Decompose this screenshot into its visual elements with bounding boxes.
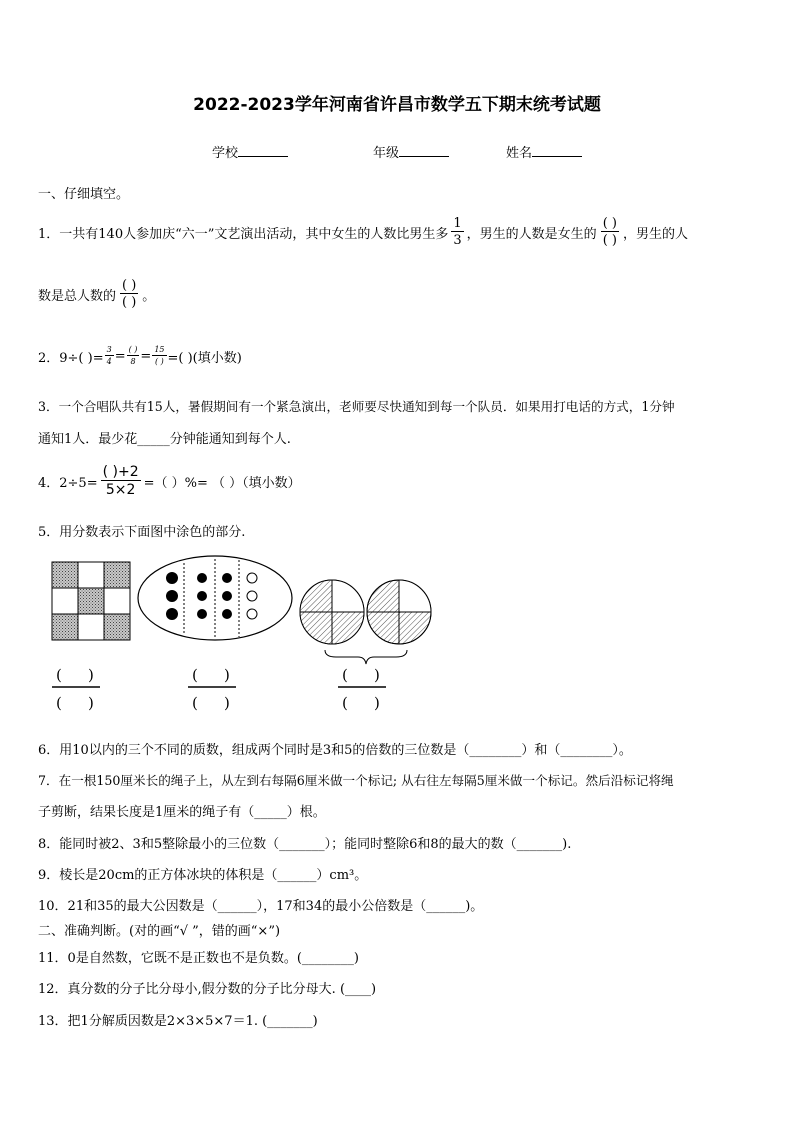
svg-text:(: ( (192, 694, 198, 712)
q4-fraction-den: 5×2 (105, 482, 136, 498)
q1-fraction-denominator: 3 (453, 233, 462, 248)
q1-fraction-one-third (451, 217, 463, 247)
school-field (212, 142, 288, 161)
svg-text:): ) (374, 666, 380, 684)
question-6: 6．用10以内的三个不同的质数，组成两个同时是3和5的倍数的三位数是（________）和（________）。 (38, 743, 632, 758)
question-7-line-2: 子剪断，结果长度是1厘米的绳子有（_____）根。 (38, 805, 326, 820)
q1-blank-fraction-1-top: ( ) (602, 216, 617, 231)
grade-blank[interactable] (399, 143, 449, 157)
q5-answer-fraction-3[interactable] (338, 666, 386, 712)
school-blank[interactable] (238, 143, 288, 157)
svg-text:(: ( (342, 666, 348, 684)
grade-field (373, 142, 449, 161)
q1-blank-fraction-1-bottom: ( ) (602, 233, 617, 248)
svg-text:(: ( (56, 694, 62, 712)
question-3-line-1: 3．一个合唱队共有15人，暑假期间有一个紧急演出，老师要尽快通知到每一个队员．如果用打电话的方式，1分钟 (38, 399, 675, 414)
q2-prefix: 2．9÷( )= (38, 350, 104, 366)
q1-blank-fraction-2-top: ( ) (122, 278, 137, 293)
svg-text:(: ( (342, 694, 348, 712)
q2-fraction-3-num: 15 (154, 345, 165, 354)
q2-fraction-2[interactable] (127, 346, 140, 366)
question-3-line-2: 通知1人．最少花_____分钟能通知到每个人. (38, 432, 291, 447)
question-8: 8．能同时被2、3和5整除最小的三位数（_______）；能同时整除6和8的最大的数（_______). (38, 837, 572, 852)
question-11: 11．0是自然数，它既不是正数也不是负数。(________) (38, 951, 359, 966)
svg-text:(: ( (56, 666, 62, 684)
section-2-heading: 二、准确判断。(对的画“√ ”，错的画“×”) (38, 924, 281, 939)
name-blank[interactable] (532, 143, 582, 157)
question-12: 12．真分数的分子比分母小,假分数的分子比分母大. (____) (38, 982, 377, 997)
q4-fraction[interactable] (101, 465, 141, 497)
question-10: 10．21和35的最大公因数是（______），17和34的最小公倍数是（______)。 (38, 899, 484, 914)
q1-text-d: 数是总人数的 (38, 288, 117, 304)
q2-fraction-3[interactable] (152, 346, 166, 366)
q1-blank-fraction-2[interactable] (120, 279, 138, 309)
q1-text-a: 1．一共有140人参加庆“六一”文艺演出活动，其中女生的人数比男生多 (38, 226, 449, 242)
ellipse-dots-figure (138, 556, 292, 640)
two-circles-figure (300, 580, 431, 664)
q2-fraction-1 (105, 346, 114, 366)
q1-blank-fraction-2-bottom: ( ) (122, 295, 137, 310)
question-2: 2．9÷( )= $\frac{3}{4}$ = $\frac{( )}{8}$ = $\frac{15}{( )}$ =( )(填小数) (38, 345, 242, 366)
name-label: 姓名 (506, 146, 533, 161)
q1-text-e: 。 (142, 288, 156, 304)
q2-fraction-1-den: 4 (106, 357, 112, 366)
q1-fraction-numerator: 1 (453, 216, 462, 231)
q4-suffix: =（ ）%= （ ）（填小数） (143, 475, 301, 491)
q2-fraction-2-den: 8 (130, 357, 136, 366)
question-1-line-1 (38, 214, 688, 250)
grade-label: 年级 (373, 146, 400, 161)
q4-fraction-num: ( )+2 (102, 464, 139, 480)
question-7-line-1: 7．在一根150厘米长的绳子上，从左到右每隔6厘米做一个标记; 从右往左每隔5厘米做一个标记。然后沿标记将绳 (38, 773, 674, 788)
name-field (506, 142, 582, 161)
svg-text:): ) (374, 694, 380, 712)
q2-fraction-1-num: 3 (106, 345, 112, 354)
svg-text:): ) (224, 666, 230, 684)
section-1-heading: 一、仔细填空。 (38, 187, 130, 202)
page-title: 2022-2023学年河南省许昌市数学五下期末统考试题 (193, 95, 601, 115)
q5-answer-fraction-2[interactable] (188, 666, 236, 712)
q2-fraction-2-num: ( ) (128, 345, 138, 354)
q2-fraction-3-den: ( ) (155, 357, 164, 366)
question-1-line-2 (38, 274, 155, 314)
svg-text:): ) (224, 694, 230, 712)
question-4 (38, 460, 301, 502)
checker-square-figure (52, 562, 130, 640)
school-label: 学校 (212, 146, 239, 161)
q1-text-c: ，男生的人 (622, 226, 688, 242)
question-9: 9．棱长是20cm的正方体冰块的体积是（______）cm³。 (38, 868, 368, 883)
q5-answer-fraction-1[interactable] (52, 666, 100, 712)
q5-figures (38, 550, 458, 725)
q4-prefix: 4．2÷5= (38, 475, 98, 491)
question-5: 5．用分数表示下面图中涂色的部分. (38, 525, 246, 540)
q1-text-b: ，男生的人数是女生的 (466, 226, 597, 242)
svg-text:): ) (88, 666, 94, 684)
svg-text:): ) (88, 694, 94, 712)
q1-blank-fraction-1[interactable] (601, 217, 619, 247)
question-13: 13．把1分解质因数是2×3×5×7＝1. (_______) (38, 1014, 318, 1029)
q2-suffix: =( )(填小数) (167, 350, 242, 366)
svg-text:(: ( (192, 666, 198, 684)
